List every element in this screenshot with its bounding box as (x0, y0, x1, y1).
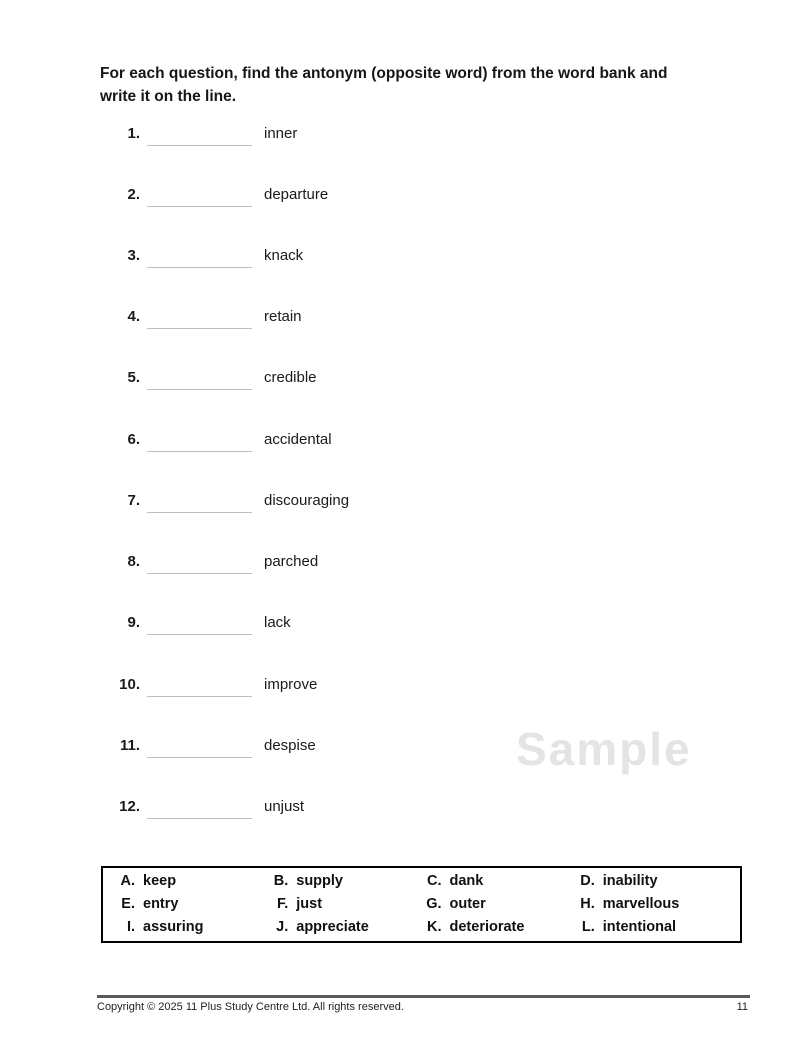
question-row-3 (100, 246, 620, 270)
word-bank-word: outer (449, 896, 486, 912)
question-number: 12. (119, 798, 140, 815)
question-word: despise (264, 737, 316, 754)
question-number: 10. (119, 676, 140, 693)
question-word: retain (264, 308, 302, 325)
word-bank-word: appreciate (296, 919, 369, 935)
word-bank-item-k (422, 917, 575, 938)
word-bank-letter: C. (427, 873, 442, 889)
question-word: credible (264, 369, 317, 386)
question-word: inner (264, 125, 298, 142)
question-number: 9. (127, 614, 140, 631)
word-bank-word: dank (449, 873, 484, 889)
word-bank-item-g (422, 894, 575, 915)
word-bank-letter: D. (580, 873, 595, 889)
word-bank-item-c (422, 871, 575, 892)
question-word: lack (264, 614, 291, 631)
word-bank-word: keep (143, 873, 177, 889)
answer-blank-line (147, 185, 252, 207)
word-bank-letter: J. (276, 919, 289, 935)
answer-blank-line (147, 552, 252, 574)
word-bank-letter: A. (120, 873, 135, 889)
word-bank-word: just (296, 896, 323, 912)
word-bank-word: marvellous (602, 896, 680, 912)
answer-blank-line (147, 124, 252, 146)
instructions-text (100, 62, 760, 108)
question-word: accidental (264, 431, 332, 448)
question-number: 8. (127, 553, 140, 570)
answer-blank-line (147, 368, 252, 390)
question-row-6 (100, 430, 620, 454)
answer-blank-line (147, 307, 252, 329)
question-word: improve (264, 676, 318, 693)
word-bank-letter: G. (426, 896, 442, 912)
question-row-9 (100, 613, 620, 637)
instructions-line-2: write it on the line. (100, 88, 237, 105)
word-bank-word: supply (296, 873, 343, 889)
question-row-8 (100, 552, 620, 576)
footer-divider-rule (97, 995, 750, 998)
answer-blank-line (147, 736, 252, 758)
question-number: 5. (127, 369, 140, 386)
question-row-5 (100, 368, 620, 392)
word-bank-letter: H. (580, 896, 595, 912)
word-bank-item-e (115, 894, 268, 915)
word-bank-letter: B. (273, 873, 289, 889)
question-row-1 (100, 124, 620, 148)
footer-page-number: 11 (736, 1001, 748, 1013)
word-bank-word: inability (602, 873, 658, 889)
question-number: 4. (127, 308, 140, 325)
question-word: knack (264, 247, 304, 264)
question-word: unjust (264, 798, 305, 815)
answer-blank-line (147, 430, 252, 452)
word-bank-item-l (575, 917, 728, 938)
word-bank-item-a (115, 871, 268, 892)
sample-watermark: Sample (516, 723, 692, 775)
question-row-4 (100, 307, 620, 331)
answer-blank-line (147, 613, 252, 635)
word-bank-word: assuring (143, 919, 204, 935)
question-word: departure (264, 186, 329, 203)
question-word: parched (264, 553, 319, 570)
word-bank-box (101, 866, 742, 943)
word-bank-letter: K. (427, 919, 442, 935)
word-bank-item-j (268, 917, 421, 938)
word-bank-letter: I. (126, 919, 135, 935)
question-number: 7. (127, 492, 140, 509)
word-bank-item-f (268, 894, 421, 915)
word-bank-item-h (575, 894, 728, 915)
question-row-7 (100, 491, 620, 515)
instructions-line-1: For each question, find the antonym (opposite word) from the word bank and (100, 65, 668, 82)
question-row-10 (100, 675, 620, 699)
question-number: 11. (119, 737, 140, 754)
word-bank-word: intentional (602, 919, 677, 935)
question-number: 1. (127, 125, 140, 142)
question-row-2 (100, 185, 620, 209)
answer-blank-line (147, 797, 252, 819)
question-number: 2. (127, 186, 140, 203)
question-row-12 (100, 797, 620, 821)
footer-copyright: Copyright © 2025 11 Plus Study Centre Ltd. All rights reserved. (97, 1001, 404, 1013)
answer-blank-line (147, 491, 252, 513)
word-bank-word: deteriorate (449, 919, 525, 935)
question-word: discouraging (264, 492, 350, 509)
answer-blank-line (147, 675, 252, 697)
word-bank-item-i (115, 917, 268, 938)
word-bank-letter: L. (581, 919, 595, 935)
question-number: 6. (127, 431, 140, 448)
question-number: 3. (127, 247, 140, 264)
answer-blank-line (147, 246, 252, 268)
word-bank-word: entry (143, 896, 179, 912)
word-bank-item-d (575, 871, 728, 892)
word-bank-item-b (268, 871, 421, 892)
word-bank-letter: F. (276, 896, 289, 912)
word-bank-letter: E. (121, 896, 135, 912)
